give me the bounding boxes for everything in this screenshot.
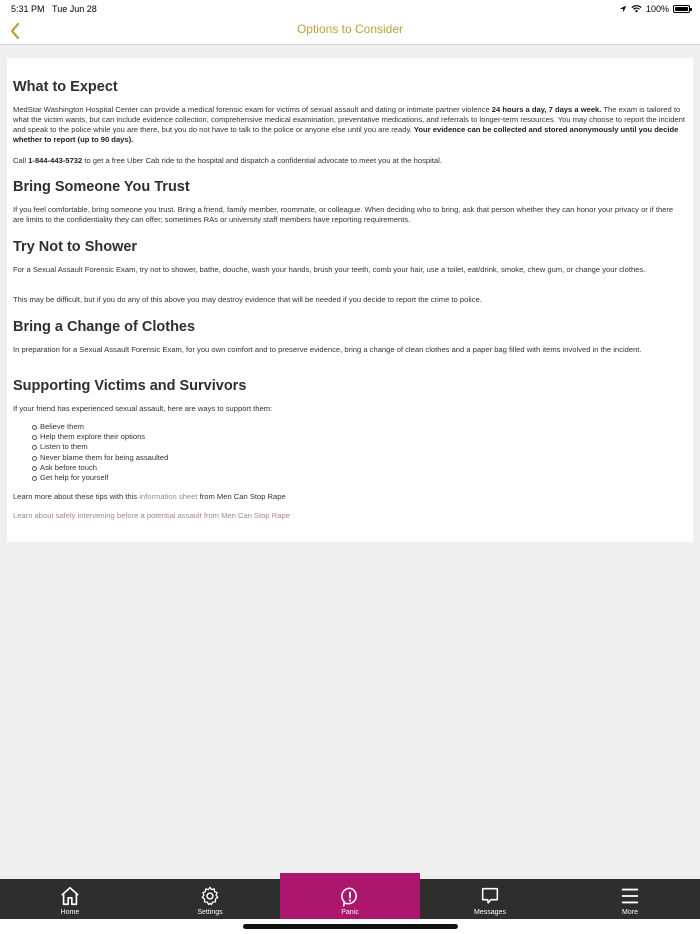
tab-more-label: More [622, 909, 638, 916]
tab-home-label: Home [60, 909, 80, 916]
home-icon [59, 885, 81, 907]
tab-settings-label: Settings [197, 909, 223, 916]
gear-icon [199, 885, 221, 907]
tab-messages[interactable] [450, 879, 530, 919]
expect-paragraph: MedStar Washington Hospital Center can provide a medical forensic exam for victims of sexual assault and dating or intimate partner violence 24 hours a day, 7 days a week. The exam is tailored to what the victim wants, but can include evidence collection, comprehensive medical examination, preventative medications, and referrals to longer-term resources. You may choose to report the incident and speak to the police while you are there, but you do not have to talk to the police or anyone else until you are ready. Your evidence can be collected and stored anonymously until you decide whether to report (up to 90 days). [13, 105, 685, 144]
trust-paragraph: If you feel comfortable, bring someone you trust. Bring a friend, family member, roommate, or colleague. When deciding who to bring, ask that person whether they can honor your privacy or if there are limits to the confidentiality they can offer; sometimes RAs or university staff members have reporting requirements. [13, 205, 674, 224]
support-intro: If your friend has experienced sexual assault, here are ways to support them: [13, 404, 273, 413]
tab-settings[interactable] [170, 879, 250, 919]
shower-paragraph-1: For a Sexual Assault Forensic Exam, try not to shower, bathe, douche, wash your hands, brush your teeth, comb your hair, use a toilet, eat/drink, smoke, chew gum, or change your clothes. [13, 265, 646, 274]
section-heading-supporting-victims: Supporting Victims and Survivors [13, 378, 247, 394]
panic-button[interactable] [280, 873, 420, 919]
tab-messages-label: Messages [474, 909, 506, 916]
shower-paragraph-2: This may be difficult, but if you do any of this above you may destroy evidence that will be needed if you decide to report the crime to police. [13, 295, 482, 304]
learn-more-paragraph: Learn more about these tips with this information sheet from Men Can Stop Rape [13, 492, 286, 501]
list-item: Listen to them [13, 442, 685, 452]
battery-percent: 100% [645, 4, 669, 14]
section-heading-what-to-expect: What to Expect [13, 79, 118, 95]
page-title: Options to Consider [296, 22, 404, 36]
location-arrow-icon [619, 5, 627, 13]
section-heading-change-of-clothes: Bring a Change of Clothes [13, 319, 196, 335]
list-item: Ask before touch [13, 463, 685, 473]
safely-intervening-link[interactable]: Learn about safely intervening before a potential assault from Men Can Stop Rape [13, 511, 290, 520]
information-sheet-link[interactable]: information sheet [139, 492, 198, 501]
wifi-icon [631, 5, 642, 13]
panic-label: Panic [341, 909, 359, 916]
alert-bubble-icon [339, 886, 361, 908]
list-item: Get help for yourself [13, 473, 685, 483]
battery-icon [673, 5, 690, 13]
navigation-bar [0, 17, 700, 45]
status-time: 5:31 PM Tue Jun 28 [11, 4, 97, 14]
home-indicator[interactable] [243, 924, 458, 929]
list-item: Believe them [13, 422, 685, 432]
tab-more[interactable] [590, 879, 670, 919]
tab-home[interactable] [30, 879, 110, 919]
content-card [7, 58, 693, 542]
clothes-paragraph: In preparation for a Sexual Assault Forensic Exam, for you own comfort and to preserve evidence, bring a change of clean clothes and a paper bag filled with items involved in the incident. [13, 345, 642, 354]
uber-paragraph: Call 1-844-443-5732 to get a free Uber Cab ride to the hospital and dispatch a confidential advocate to meet you at the hospital. [13, 156, 442, 165]
status-bar [0, 0, 700, 17]
section-heading-bring-someone: Bring Someone You Trust [13, 179, 190, 195]
message-bubble-icon [479, 885, 501, 907]
list-item: Help them explore their options [13, 432, 685, 442]
section-heading-try-not-to-shower: Try Not to Shower [13, 239, 138, 255]
list-item: Never blame them for being assaulted [13, 453, 685, 463]
hotline-number: 1-844-443-5732 [28, 156, 83, 165]
hamburger-menu-icon [619, 885, 641, 907]
intervene-paragraph [13, 511, 685, 521]
status-indicators [619, 4, 690, 14]
support-list [13, 422, 685, 483]
